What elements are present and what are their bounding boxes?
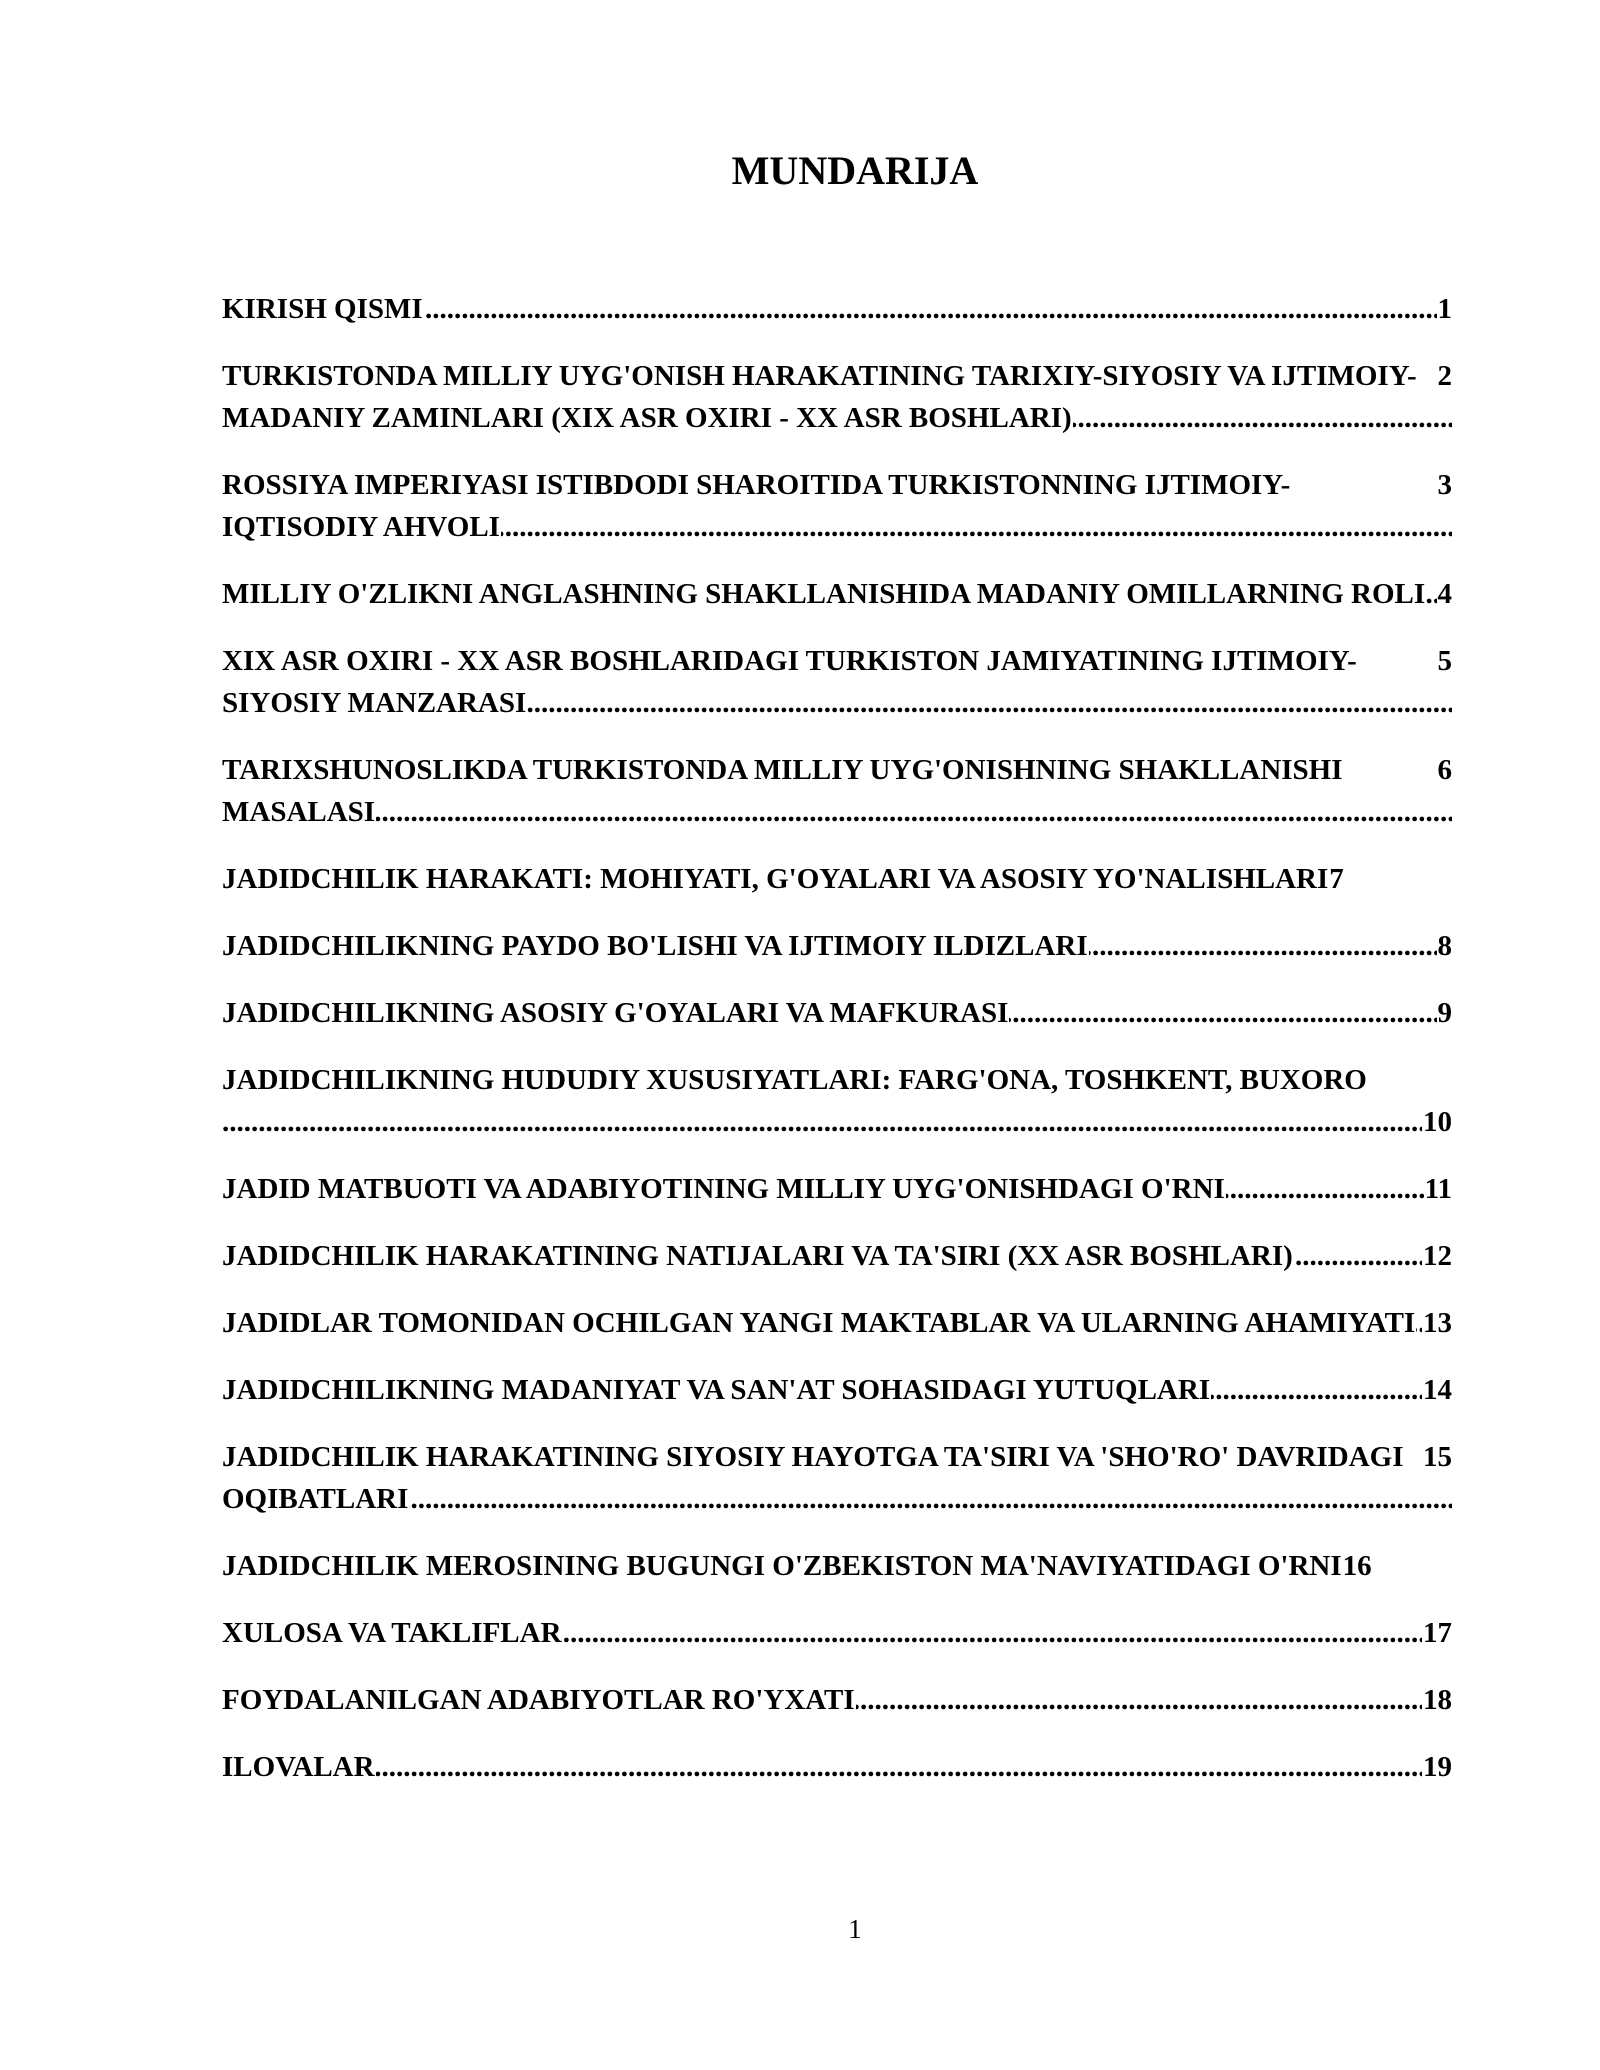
toc-entry-iqtisodiy-ahvoli[interactable] xyxy=(222,464,1452,548)
toc-entry-title: JADIDCHILIK HARAKATINING SIYOSIY HAYOTGA TA'SIRI VA 'SHO'RO' DAVRIDAGI OQIBATLARI xyxy=(222,1441,1404,1515)
toc-entry-jadidchilik-harakati[interactable] xyxy=(222,858,1452,900)
toc-entry-title: JADIDCHILIK MEROSINING BUGUNGI O'ZBEKISTON MA'NAVIYATIDAGI O'RNI xyxy=(222,1550,1342,1582)
toc-page-number: 18 xyxy=(1422,1679,1452,1721)
toc-page-number: 16 xyxy=(1342,1550,1372,1582)
toc-entry-title: JADIDCHILIKNING ASOSIY G'OYALARI VA MAFKURASI xyxy=(222,997,1009,1029)
page-number: 1 xyxy=(848,1914,862,1944)
toc-entry-title: KIRISH QISMI xyxy=(222,293,423,325)
toc-entry-title: JADIDCHILIK HARAKATI: MOHIYATI, G'OYALARI VA ASOSIY YO'NALISHLARI xyxy=(222,863,1329,895)
toc-entry-ilovalar[interactable] xyxy=(222,1746,1452,1788)
toc-entry-goyalari-mafkurasi[interactable] xyxy=(222,992,1452,1034)
toc-entry-madaniy-omillar[interactable] xyxy=(222,573,1452,615)
toc-entry-zaminlari[interactable] xyxy=(222,355,1452,439)
toc-page-number: 14 xyxy=(1422,1369,1452,1411)
toc-entry-natijalari-tasiri[interactable] xyxy=(222,1235,1452,1277)
toc-page-number: 6 xyxy=(1437,749,1453,791)
toc-entry-title: ROSSIYA IMPERIYASI ISTIBDODI SHAROITIDA TURKISTONNING IJTIMOIY-IQTISODIY AHVOLI xyxy=(222,469,1291,543)
toc-page-number: 1 xyxy=(1437,288,1453,330)
toc-entry-paydo-bolishi[interactable] xyxy=(222,925,1452,967)
toc-entry-tarixshunoslik[interactable] xyxy=(222,749,1452,833)
toc-page-number: 11 xyxy=(1424,1168,1452,1210)
toc-page-number: 19 xyxy=(1422,1746,1452,1788)
toc-entry-title: JADID MATBUOTI VA ADABIYOTINING MILLIY UYG'ONISHDAGI O'RNI xyxy=(222,1173,1225,1205)
toc-entry-yangi-maktablar[interactable] xyxy=(222,1302,1452,1344)
toc-page-number: 8 xyxy=(1437,925,1453,967)
toc-page-number: 7 xyxy=(1329,863,1344,895)
toc-entry-kirish[interactable] xyxy=(222,288,1452,330)
toc-entry-title: TURKISTONDA MILLIY UYG'ONISH HARAKATINING TARIXIY-SIYOSIY VA IJTIMOIY-MADANIY ZAMINLARI (XIX ASR OXIRI - XX ASR BOSHLARI) xyxy=(222,360,1417,434)
toc-entry-title: JADIDLAR TOMONIDAN OCHILGAN YANGI MAKTABLAR VA ULARNING AHAMIYATI xyxy=(222,1307,1416,1339)
toc-entry-title: JADIDCHILIK HARAKATINING NATIJALARI VA TA'SIRI (XX ASR BOSHLARI) xyxy=(222,1240,1293,1272)
toc-entry-hududiy-xususiyatlari[interactable] xyxy=(222,1059,1452,1143)
page-title: MUNDARIJA xyxy=(731,148,979,193)
toc-entry-xulosa[interactable] xyxy=(222,1612,1452,1654)
toc-page-number: 9 xyxy=(1437,992,1453,1034)
toc-entry-title: XULOSA VA TAKLIFLAR xyxy=(222,1617,562,1649)
toc-entry-meros[interactable] xyxy=(222,1545,1452,1587)
toc-entry-title: JADIDCHILIKNING HUDUDIY XUSUSIYATLARI: FARG'ONA, TOSHKENT, BUXORO xyxy=(222,1059,1452,1101)
toc-entry-siyosiy-manzara[interactable] xyxy=(222,640,1452,724)
toc-page-number: 3 xyxy=(1437,464,1453,506)
toc-entry-title: XIX ASR OXIRI - XX ASR BOSHLARIDAGI TURKISTON JAMIYATINING IJTIMOIY-SIYOSIY MANZARASI xyxy=(222,645,1357,719)
toc-entry-shoro-davri[interactable] xyxy=(222,1436,1452,1520)
toc-entry-madaniyat-sanat[interactable] xyxy=(222,1369,1452,1411)
toc-page-number: 5 xyxy=(1437,640,1453,682)
toc-entry-matbuot-adabiyot[interactable] xyxy=(222,1168,1452,1210)
toc-entry-adabiyotlar[interactable] xyxy=(222,1679,1452,1721)
toc-page-number: 15 xyxy=(1422,1436,1452,1478)
toc-page-number: 4 xyxy=(1437,573,1453,615)
toc-entry-title: TARIXSHUNOSLIKDA TURKISTONDA MILLIY UYG'ONISHNING SHAKLLANISHI MASALASI xyxy=(222,754,1343,828)
toc-page-number: 12 xyxy=(1422,1235,1452,1277)
toc-entry-title: JADIDCHILIKNING MADANIYAT VA SAN'AT SOHASIDAGI YUTUQLARI xyxy=(222,1374,1211,1406)
toc-entry-title: JADIDCHILIKNING PAYDO BO'LISHI VA IJTIMOIY ILDIZLARI xyxy=(222,930,1088,962)
toc-page-number: 17 xyxy=(1422,1612,1452,1654)
toc-page-number: 10 xyxy=(1422,1101,1452,1143)
toc-entry-title: FOYDALANILGAN ADABIYOTLAR RO'YXATI xyxy=(222,1684,855,1716)
toc-entry-title: MILLIY O'ZLIKNI ANGLASHNING SHAKLLANISHIDA MADANIY OMILLARNING ROLI xyxy=(222,578,1426,610)
toc-page-number: 13 xyxy=(1422,1302,1452,1344)
toc-entry-title: ILOVALAR xyxy=(222,1751,375,1783)
toc-page-number: 2 xyxy=(1437,355,1453,397)
table-of-contents xyxy=(222,288,1452,1813)
